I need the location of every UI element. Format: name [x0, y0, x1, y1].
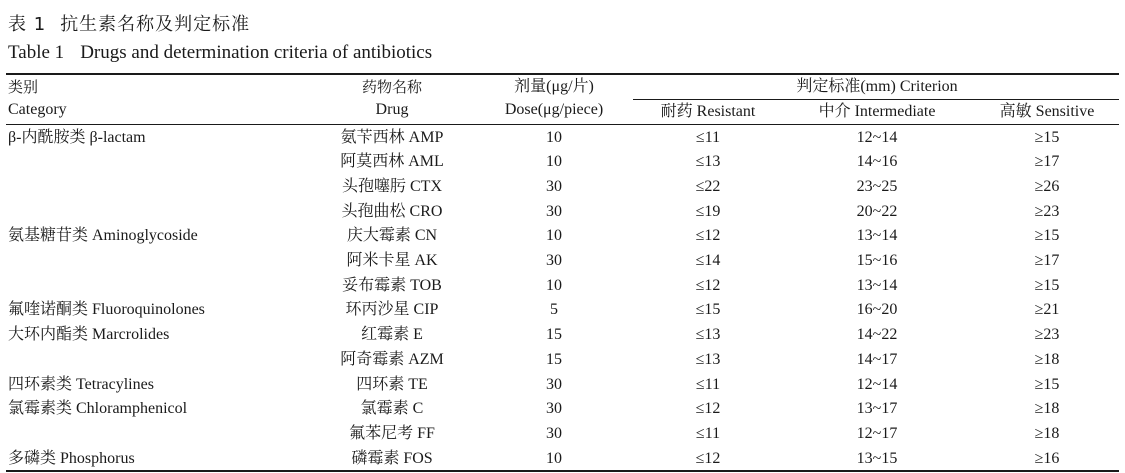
resistant-cell: ≤13: [695, 350, 721, 368]
dose-cell: 10: [546, 153, 562, 171]
intermediate-cell: 15~16: [856, 252, 898, 269]
drug-cell: 磷霉素 FOS: [351, 449, 433, 467]
resistant-cell: ≤12: [695, 449, 721, 467]
drug-cell: 氯霉素 C: [360, 400, 424, 418]
dose-cell: 30: [546, 202, 562, 220]
intermediate-cell: 16~20: [856, 301, 898, 319]
dose-cell: 10: [546, 128, 562, 146]
dose-cell: 30: [546, 252, 562, 269]
table-row: [0, 373, 1125, 398]
category-cell: 氟喹诺酮类 Fluoroquinolones: [8, 301, 205, 319]
intermediate-cell: 14~16: [856, 153, 898, 171]
resistant-cell: ≤22: [695, 177, 721, 195]
sensitive-cell: ≥15: [1034, 227, 1060, 245]
drug-cell: 环丙沙星 CIP: [345, 301, 439, 319]
table-row: [0, 175, 1125, 200]
dose-cell: 30: [546, 400, 562, 418]
intermediate-cell: 23~25: [856, 177, 898, 195]
category-cell: 大环内酯类 Marcrolides: [8, 326, 170, 344]
table-title-zh: 抗生素名称及判定标准: [60, 14, 251, 35]
drug-cell: 氨苄西林 AMP: [340, 128, 444, 146]
drug-cell: 阿奇霉素 AZM: [340, 350, 444, 368]
intermediate-cell: 12~14: [856, 128, 898, 146]
intermediate-cell: 13~14: [856, 227, 898, 245]
resistant-cell: ≤13: [695, 326, 721, 344]
resistant-cell: ≤12: [695, 276, 721, 294]
header-resistant: 耐药 Resistant: [660, 103, 756, 120]
sensitive-cell: ≥18: [1034, 350, 1060, 368]
table-title-en: Drugs and determination criteria of antibiotics: [80, 42, 433, 63]
drug-cell: 庆大霉素 CN: [346, 227, 438, 245]
drug-cell: 阿米卡星 AK: [346, 252, 438, 269]
resistant-cell: ≤11: [695, 128, 721, 146]
table-row: [0, 150, 1125, 175]
table-row: [0, 323, 1125, 348]
dose-cell: 30: [546, 375, 562, 393]
sensitive-cell: ≥23: [1034, 202, 1060, 220]
category-cell: 氨基糖苷类 Aminoglycoside: [8, 227, 198, 245]
criterion-rule: [633, 99, 1119, 100]
header-category-zh: 类别: [8, 78, 39, 96]
resistant-cell: ≤12: [695, 227, 721, 245]
sensitive-cell: ≥26: [1034, 177, 1060, 195]
header-dose-zh: 剂量(μg/片): [514, 78, 594, 95]
table-row: [0, 422, 1125, 447]
intermediate-cell: 13~17: [856, 400, 898, 418]
sensitive-cell: ≥21: [1034, 301, 1060, 319]
header-category-en: Category: [8, 101, 67, 118]
sensitive-cell: ≥16: [1034, 449, 1060, 467]
category-cell: β-内酰胺类 β-lactam: [8, 128, 146, 146]
table-caption-en: [8, 42, 432, 64]
header-sensitive: 高敏 Sensitive: [999, 103, 1095, 120]
dose-cell: 30: [546, 424, 562, 442]
table-row: [0, 397, 1125, 422]
resistant-cell: ≤14: [695, 252, 721, 269]
header-intermediate: 中介 Intermediate: [818, 103, 936, 120]
resistant-cell: ≤12: [695, 400, 721, 418]
drug-cell: 头孢曲松 CRO: [341, 202, 443, 220]
resistant-cell: ≤11: [695, 424, 721, 442]
resistant-cell: ≤19: [695, 202, 721, 220]
sensitive-cell: ≥18: [1034, 400, 1060, 418]
header-criterion: 判定标准(mm) Criterion: [796, 78, 958, 95]
header-drug-zh: 药物名称: [361, 78, 423, 96]
resistant-cell: ≤11: [695, 375, 721, 393]
table-row: [0, 200, 1125, 225]
intermediate-cell: 13~15: [856, 449, 898, 467]
intermediate-cell: 12~14: [856, 375, 898, 393]
sensitive-cell: ≥17: [1034, 153, 1060, 171]
resistant-cell: ≤15: [695, 301, 721, 319]
category-cell: 多磷类 Phosphorus: [8, 449, 135, 467]
table-caption-zh: [8, 10, 250, 36]
drug-cell: 四环素 TE: [356, 375, 428, 393]
table-number-zh: 表 1: [8, 14, 47, 35]
sensitive-cell: ≥17: [1034, 252, 1060, 269]
table-row: [0, 274, 1125, 299]
intermediate-cell: 12~17: [856, 424, 898, 442]
intermediate-cell: 14~22: [856, 326, 898, 344]
table-row: [0, 298, 1125, 323]
drug-cell: 妥布霉素 TOB: [342, 276, 442, 294]
table-row: [0, 447, 1125, 472]
table-row: [0, 348, 1125, 373]
intermediate-cell: 13~14: [856, 276, 898, 294]
dose-cell: 15: [546, 350, 562, 368]
intermediate-cell: 20~22: [856, 202, 898, 220]
header-dose-en: Dose(μg/piece): [504, 101, 604, 118]
sensitive-cell: ≥18: [1034, 424, 1060, 442]
dose-cell: 10: [546, 227, 562, 245]
intermediate-cell: 14~17: [856, 350, 898, 368]
table-row: [0, 249, 1125, 274]
table-row: [0, 224, 1125, 249]
dose-cell: 10: [546, 449, 562, 467]
sensitive-cell: ≥15: [1034, 276, 1060, 294]
drug-cell: 头孢噻肟 CTX: [341, 177, 443, 195]
resistant-cell: ≤13: [695, 153, 721, 171]
drug-cell: 氟苯尼考 FF: [349, 424, 435, 442]
drug-cell: 阿莫西林 AML: [340, 153, 444, 171]
category-cell: 四环素类 Tetracylines: [8, 375, 154, 393]
top-rule: [6, 73, 1119, 75]
dose-cell: 10: [546, 276, 562, 294]
sensitive-cell: ≥15: [1034, 128, 1060, 146]
header-drug-en: Drug: [375, 101, 409, 118]
sensitive-cell: ≥15: [1034, 375, 1060, 393]
table-number-en: Table 1: [8, 42, 65, 63]
dose-cell: 5: [550, 301, 558, 319]
dose-cell: 15: [546, 326, 562, 344]
sensitive-cell: ≥23: [1034, 326, 1060, 344]
table-row: [0, 126, 1125, 151]
category-cell: 氯霉素类 Chloramphenicol: [8, 400, 188, 418]
drug-cell: 红霉素 E: [361, 326, 423, 344]
dose-cell: 30: [546, 177, 562, 195]
